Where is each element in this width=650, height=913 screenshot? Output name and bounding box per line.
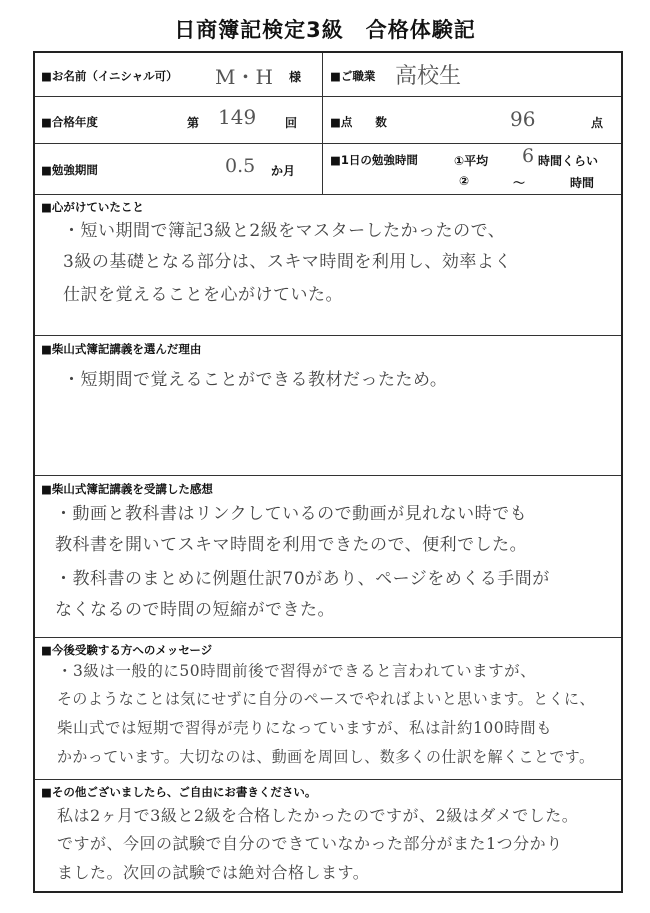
- handwritten-line: 教科書を開いてスキマ時間を利用できたので、便利でした。: [55, 535, 528, 555]
- daily-study-label: ■1日の勉強時間: [330, 153, 418, 167]
- name-value: M・H: [215, 65, 273, 89]
- handwritten-line: ・短い期間で簿記3級と2級をマスターしたかったので、: [63, 221, 506, 241]
- section-reason: [35, 335, 621, 475]
- document-title: 日商簿記検定3級 合格体験記: [174, 18, 476, 42]
- year-suffix: 回: [285, 116, 298, 130]
- section-label: ■柴山式簿記講義を受講した感想: [41, 482, 213, 496]
- daily-average-suffix: 時間くらい: [538, 154, 599, 168]
- handwritten-line: ですが、今回の試験で自分のできていなかった部分がまた1つ分かり: [57, 834, 563, 853]
- row-divider: [35, 96, 621, 97]
- section-label: ■心がけていたこと: [41, 200, 144, 214]
- handwritten-line: 3級の基礎となる部分は、スキマ時間を利用し、効率よく: [63, 252, 512, 272]
- handwritten-line: ・動画と教科書はリンクしているので動画が見れない時でも: [55, 504, 528, 524]
- daily-range-suffix: 時間: [570, 176, 595, 190]
- year-label: ■合格年度: [41, 115, 98, 129]
- period-label: ■勉強期間: [41, 163, 98, 177]
- name-suffix: 様: [289, 70, 302, 84]
- form-sheet: [33, 51, 623, 893]
- handwritten-line: 私は2ヶ月で3級と2級を合格したかったのですが、2級はダメでした。: [57, 806, 579, 825]
- daily-average-label: ①平均: [454, 154, 489, 168]
- daily-range-separator: ～: [513, 176, 526, 190]
- daily-average-value: 6: [522, 145, 535, 167]
- handwritten-line: 仕訳を覚えることを心がけていた。: [63, 285, 343, 305]
- score-suffix: 点: [591, 116, 604, 130]
- occupation-value: 高校生: [395, 64, 462, 89]
- section-label: ■今後受験する方へのメッセージ: [41, 643, 213, 657]
- handwritten-line: なくなるので時間の短縮ができた。: [55, 600, 335, 620]
- row-divider: [35, 143, 621, 144]
- period-value: 0.5: [225, 155, 256, 177]
- section-other: [35, 779, 621, 891]
- handwritten-line: ・教科書のまとめに例題仕訳70があり、ページをめくる手間が: [55, 569, 550, 589]
- period-suffix: か月: [271, 164, 296, 178]
- section-label: ■柴山式簿記講義を選んだ理由: [41, 342, 202, 356]
- handwritten-line: そのようなことは気にせずに自分のペースでやればよいと思います。とくに、: [57, 690, 595, 708]
- section-message: [35, 637, 621, 779]
- occupation-label: ■ご職業: [330, 69, 376, 83]
- section-label: ■その他ございましたら、ご自由にお書きください。: [41, 785, 317, 799]
- score-label: ■点 数: [330, 115, 387, 129]
- handwritten-line: ・3級は一般的に50時間前後で習得ができると言われていますが、: [57, 662, 537, 680]
- name-label: ■お名前（イニシャル可）: [41, 69, 178, 83]
- score-value: 96: [510, 107, 536, 131]
- handwritten-line: かかっています。大切なのは、動画を周回し、数多くの仕訳を解くことです。: [57, 748, 595, 766]
- handwritten-line: 柴山式では短期で習得が売りになっていますが、私は計約100時間も: [57, 719, 553, 737]
- section-attention: [35, 194, 621, 335]
- section-impressions: [35, 475, 621, 637]
- handwritten-line: ました。次回の試験では絶対合格します。: [57, 863, 370, 882]
- handwritten-line: ・短期間で覚えることができる教材だったため。: [63, 370, 448, 390]
- daily-range-label: ②: [459, 174, 470, 188]
- year-value: 149: [218, 105, 257, 129]
- year-prefix: 第: [187, 116, 200, 130]
- column-divider: [322, 53, 323, 194]
